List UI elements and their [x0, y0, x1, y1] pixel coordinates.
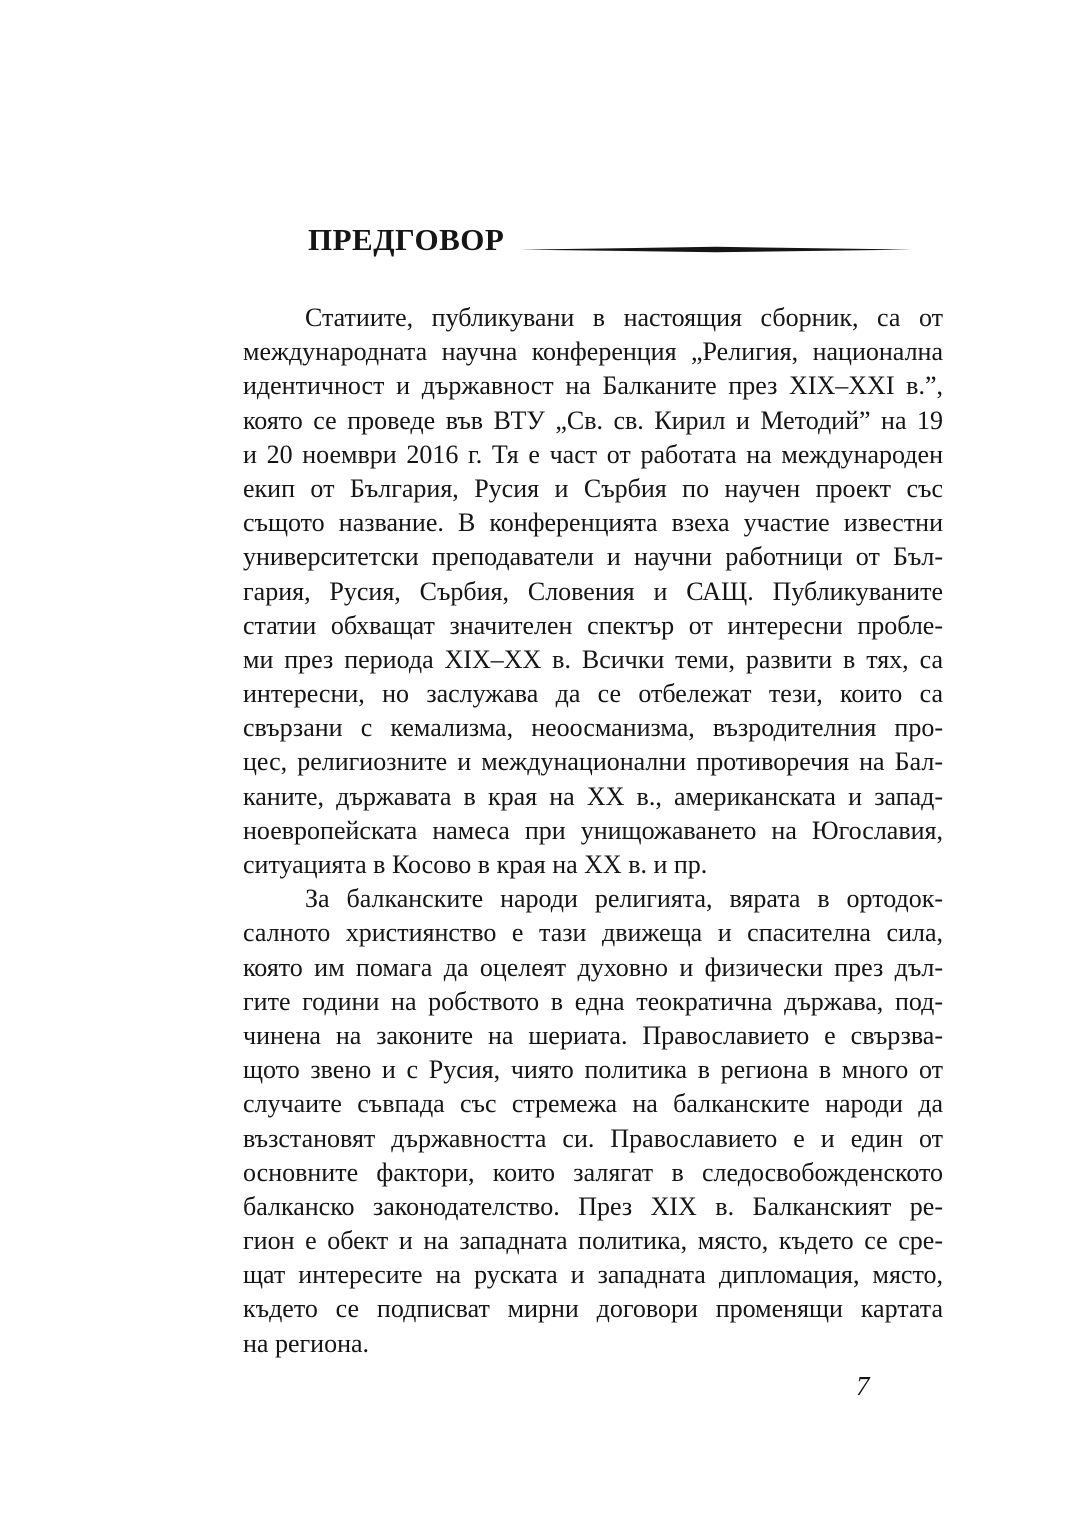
text-line: щат интересите на руската и западната дипломация, място,	[243, 1260, 943, 1290]
text-line: на региона.	[243, 1328, 370, 1358]
text-line: университетски преподаватели и научни работници от Бъл-	[243, 542, 943, 572]
text-line: която се проведе във ВТУ „Св. св. Кирил и Методий” на 19	[243, 405, 943, 435]
text-line: която им помага да оцелеят духовно и физически през дъл-	[243, 952, 943, 982]
text-line: гите години на робството в една теократична държава, под-	[243, 986, 943, 1016]
text-line: ми през периода XIX–XX в. Всички теми, развити в тях, са	[243, 644, 943, 674]
text-line: интересни, но заслужава да се отбележат тези, които са	[243, 679, 943, 709]
page-number: 7	[856, 1371, 870, 1401]
text-line: статии обхващат значителен спектър от интересни пробле-	[243, 610, 943, 640]
text-line: чинена на законите на шериата. Православието е свързва-	[243, 1020, 943, 1050]
text-line: гион е обект и на западната политика, място, където се сре-	[243, 1226, 943, 1256]
text-line: международната научна конференция „Религия, национална	[243, 337, 943, 367]
preface-text	[243, 301, 943, 1361]
text-line: цес, религиозните и междунационални противоречия на Бал-	[243, 747, 943, 777]
page-heading: ПРЕДГОВОР	[308, 222, 505, 257]
text-line: и 20 ноември 2016 г. Тя е част от работата на международен	[243, 439, 943, 469]
text-line: салното християнство е тази движеща и спасителна сила,	[243, 918, 943, 948]
text-line: Статиите, публикувани в настоящия сборник, са от	[305, 303, 943, 332]
text-line: каните, държавата в края на XX в., американската и запад-	[243, 781, 943, 811]
text-line: където се подписват мирни договори променящи картата	[243, 1294, 943, 1324]
text-line: екип от България, Русия и Сърбия по научен проект със	[243, 473, 943, 503]
text-line: свързани с кемализма, неоосманизма, възродителния про-	[243, 713, 943, 743]
text-line: гария, Русия, Сърбия, Словения и САЩ. Публикуваните	[243, 576, 943, 606]
text-line: За балканските народи религията, вярата в ортодок-	[305, 884, 943, 914]
heading-rule-decoration	[520, 246, 912, 254]
text-line: балканско законодателство. През XIX в. Балканският ре-	[243, 1191, 943, 1221]
text-line: идентичност и държавност на Балканите през XIX–XXI в.”,	[243, 371, 943, 401]
text-line: ситуацията в Косово в края на XX в. и пр.	[243, 850, 708, 879]
text-line: възстановят държавността си. Православието е и един от	[243, 1123, 943, 1153]
text-line: щото звено и с Русия, чиято политика в региона в много от	[243, 1055, 943, 1085]
text-line: основните фактори, които залягат в следосвобожденското	[243, 1157, 943, 1187]
text-line: същото название. В конференцията взеха участие известни	[243, 508, 943, 538]
text-line: ноевропейската намеса при унищожаването на Югославия,	[243, 815, 943, 845]
text-line: случаите съвпада със стремежа на балканските народи да	[243, 1089, 943, 1119]
